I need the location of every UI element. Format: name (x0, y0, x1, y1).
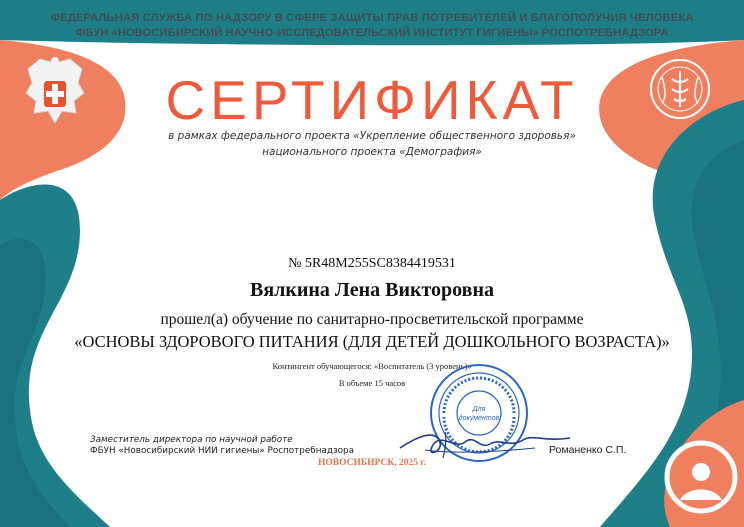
svg-text:документов: документов (458, 415, 500, 422)
course-title: «ОСНОВЫ ЗДОРОВОГО ПИТАНИЯ (ДЛЯ ДЕТЕЙ ДОШКОЛЬНОГО ВОЗРАСТА)» (74, 332, 670, 351)
organization-header-line1: ФЕДЕРАЛЬНАЯ СЛУЖБА ПО НАДЗОРУ В СФЕРЕ ЗАЩИТЫ ПРАВ ПОТРЕБИТЕЛЕЙ И БЛАГОПОЛУЧИЯ ЧЕЛОВЕКА (50, 12, 694, 24)
contingent-text: Контингент обучающегося: «Воспитатель (3 уровень)» (272, 361, 472, 371)
project-line2: национального проекта «Демография» (262, 146, 482, 158)
organization-header-line2: ФБУН «НОВОСИБИРСКИЙ НАУЧНО-ИССЛЕДОВАТЕЛЬСКИЙ ИНСТИТУТ ГИГИЕНЫ» РОСПОТРЕБНАДЗОРА (75, 27, 669, 39)
training-statement: прошел(а) обучение по санитарно-просветительской программе (160, 311, 584, 328)
signatory-name: Романенко С.П. (549, 444, 627, 456)
certificate-number: № 5R48M255SC8384419531 (288, 256, 456, 271)
project-line1: в рамках федерального проекта «Укрепление общественного здоровья» (168, 130, 576, 142)
signatory-position: Заместитель директора по научной работе (90, 435, 293, 445)
recipient-name: Вялкина Лена Викторовна (249, 279, 494, 301)
certificate-title: СЕРТИФИКАТ (165, 69, 579, 131)
institute-logo-icon (662, 438, 740, 516)
signatory-organization: ФБУН «Новосибирский НИИ гигиены» Роспотребнадзора (90, 446, 354, 456)
hours-text: В объеме 15 часов (338, 378, 406, 388)
svg-text:Для: Для (472, 406, 486, 413)
city-year: НОВОСИБИРСК, 2025 г. (318, 458, 426, 468)
